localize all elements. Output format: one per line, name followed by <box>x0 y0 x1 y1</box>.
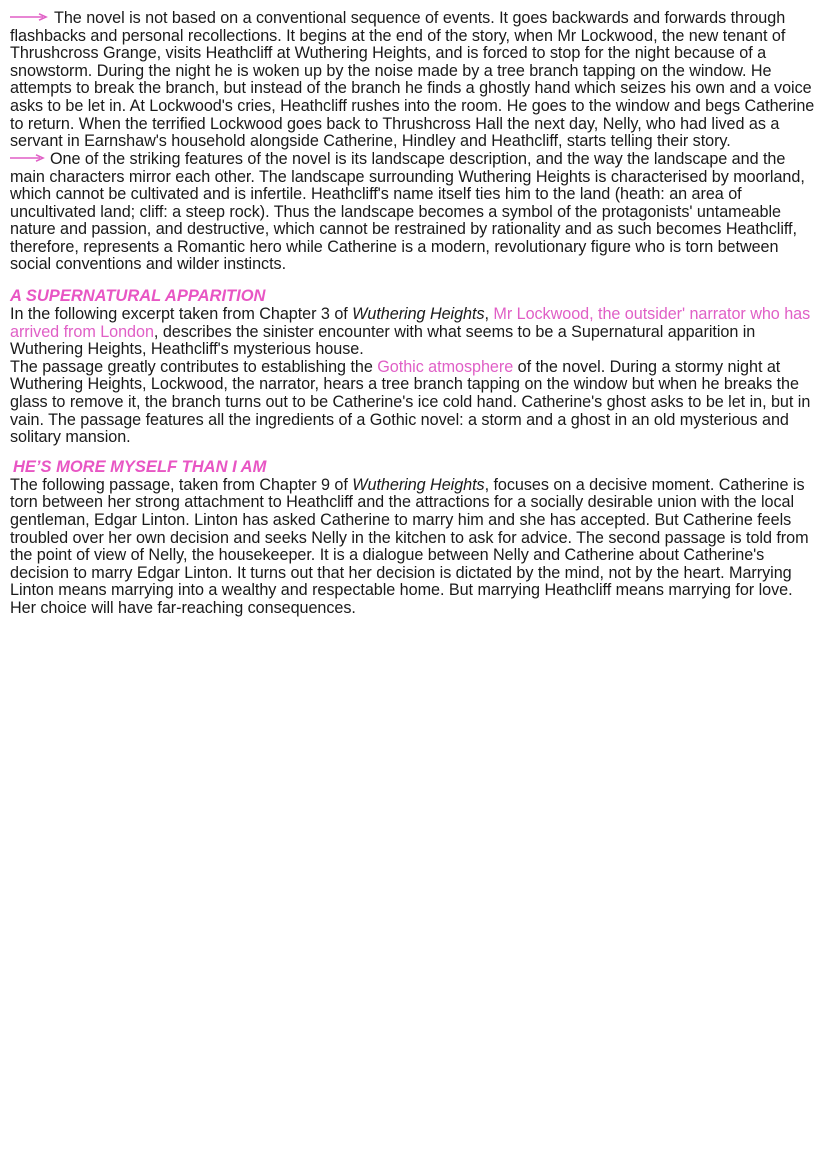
intro-paragraph-2-text: One of the striking features of the novel is its landscape description, and the way the landscape and the main characters mirror each other. The landscape surrounding Wuthering Heights is characterised by moorland, which cannot be cultivated and is infertile. Heathcliff's name itself ties him to the land (heath: an area of uncultivated land; cliff: a steep rock). Thus the landscape becomes a symbol of the protagonists' untameable nature and passion, and destructive, which cannot be restrained by rationality and as such becomes Heathcliff, therefore, represents a Romantic hero while Catherine is a modern, revolutionary figure who is torn between social conventions and wilder instincts. <box>10 149 805 274</box>
book-title: Wuthering Heights <box>352 305 485 324</box>
text-run: , focuses on a decisive moment. Catherine is torn between her strong attachment to Heathcliff and the attractions for a socially desirable union with the local gentleman, Edgar Linton. Linton has asked Catherine to marry him and she has accepted. But Catherine feels troubled over her own decision and seeks Nelly in the kitchen to ask for advice. The second passage is told from the point of view of Nelly, the housekeeper. It is a dialogue between Nelly and Catherine about Catherine's decision to marry Edgar Linton. It turns out that her decision is dictated by the mind, not by the heart. Marrying Linton means marrying into a wealthy and respectable home. But marrying Heathcliff means marrying for love. Her choice will have far-reaching consequences. <box>10 475 809 617</box>
section-more-myself <box>10 457 818 618</box>
text-run: , <box>484 305 494 324</box>
intro-paragraph-1-text: The novel is not based on a conventional sequence of events. It goes backwards and forwards through flashbacks and personal recollections. It begins at the end of the story, when Mr Lockwood, the new tenant of Thrushcross Grange, visits Heathcliff at Wuthering Heights, and is forced to stop for the night because of a snowstorm. During the night he is woken up by the noise made by a tree branch tapping on the window. He attempts to break the branch, but instead of the branch he finds a ghostly hand which seizes his own and a voice asks to be let in. At Lockwood's cries, Heathcliff rushes into the room. He goes to the window and begs Catherine to return. When the terrified Lockwood goes back to Thrushcross Hall the next day, Nelly, who had lived as a servant in Earnshaw's household alongside Catherine, Hindley and Heathcliff, starts telling their story. <box>10 9 815 151</box>
section-heading: HE’S MORE MYSELF THAN I AM <box>13 457 267 476</box>
right-arrow-icon <box>10 149 46 167</box>
highlighted-text: Mr Lockwood, the outsider' narrator who has arrived from London <box>10 305 811 341</box>
text-run: The following passage, taken from Chapter 9 of <box>10 475 353 494</box>
section-heading: A SUPERNATURAL APPARITION <box>10 287 266 306</box>
document-page <box>10 10 818 618</box>
section-paragraph <box>10 306 818 359</box>
text-run: of the novel. During a stormy night at Wuthering Heights, Lockwood, the narrator, hears a tree branch tapping on the window but when he breaks the glass to remove it, the branch turns out to be Catherine's ice cold hand. Catherine's ghost asks to be let in, but in vain. The passage features all the ingredients of a Gothic novel: a storm and a ghost in an old mysterious and solitary mansion. <box>10 357 811 447</box>
text-run: , describes the sinister encounter with what seems to be a Supernatural apparition in Wuthering Heights, Heathcliff's mysterious house. <box>10 322 756 359</box>
highlighted-text: Gothic atmosphere <box>377 357 514 376</box>
intro-paragraph-1 <box>10 10 818 151</box>
right-arrow-icon <box>10 8 50 26</box>
section-paragraph <box>10 477 818 618</box>
section-supernatural-apparition <box>10 286 818 447</box>
text-run: In the following excerpt taken from Chapter 3 of <box>10 305 353 324</box>
text-run: The passage greatly contributes to establishing the <box>10 357 378 376</box>
intro-paragraph-2 <box>10 151 818 274</box>
book-title: Wuthering Heights <box>352 475 485 494</box>
section-paragraph <box>10 359 818 447</box>
